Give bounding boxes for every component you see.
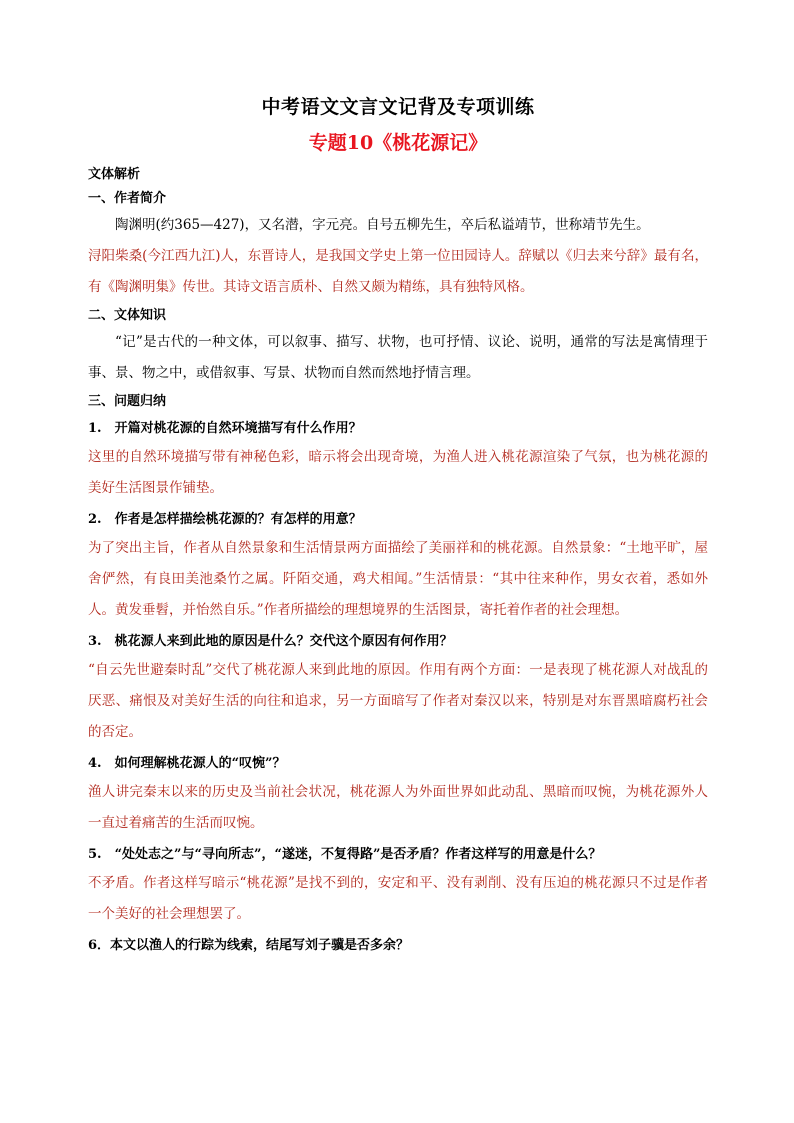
author-heading: 一、作者简介 xyxy=(88,191,167,206)
document-title: 中考语文文言文记背及专项训练 xyxy=(261,96,535,118)
answer-4: 渔人讲完秦末以来的历史及当前社会状况，桃花源人为外面世界如此动乱、黑暗而叹惋，为桃花源外人一直过着痛苦的生活而叹惋。 xyxy=(88,784,708,831)
question-1: 1. 开篇对桃花源的自然环境描写有什么作用？ xyxy=(88,421,362,436)
question-block-5 xyxy=(88,844,708,930)
question-4: 4. 如何理解桃花源人的“叹惋”？ xyxy=(88,756,286,771)
section-label: 文体解析 xyxy=(88,167,141,182)
genre-heading: 二、文体知识 xyxy=(88,308,167,323)
author-line-1: 陶渊明(约365—427)，又名潜，字元亮。自号五柳先生，卒后私谥靖节，世称靖节先生。 xyxy=(115,217,650,233)
genre-text: “记”是古代的一种文体，可以叙事、描写、状物，也可抒情、议论、说明，通常的写法是寓情理于事、景、物之中，或借叙事、写景、状物而自然而然地抒情言理。 xyxy=(88,334,708,381)
question-5: 5. “处处志之”与“寻向所志”，“遂迷，不复得路”是否矛盾？作者这样写的用意是什么？ xyxy=(88,847,602,862)
answer-3: “自云先世避秦时乱”交代了桃花源人来到此地的原因。作用有两个方面：一是表现了桃花源人对战乱的厌恶、痛恨及对美好生活的向往和追求，另一方面暗写了作者对秦汉以来，特别是对东晋黑暗腐朽社会的否定。 xyxy=(88,662,708,740)
question-2: 2. 作者是怎样描绘桃花源的？有怎样的用意？ xyxy=(88,512,362,527)
question-block-2 xyxy=(88,509,708,626)
question-6: 6．本文以渔人的行踪为线索，结尾写刘子骥是否多余？ xyxy=(88,938,410,953)
answer-5: 不矛盾。作者这样写暗示“桃花源”是找不到的，安定和平、没有剥削、没有压迫的桃花源只不过是作者一个美好的社会理想罢了。 xyxy=(88,875,708,922)
document-page xyxy=(88,94,708,959)
answer-1: 这里的自然环境描写带有神秘色彩，暗示将会出现奇境，为渔人进入桃花源渲染了气氛，也为桃花源的美好生活图景作铺垫。 xyxy=(88,449,708,496)
questions-heading: 三、问题归纳 xyxy=(88,394,167,409)
author-line-2: 浔阳柴桑(今江西九江)人，东晋诗人，是我国文学史上第一位田园诗人。辞赋以《归去来兮辞》最有名，有《陶渊明集》传世。其诗文语言质朴、自然又颇为精练，具有独特风格。 xyxy=(88,248,708,295)
question-block-4 xyxy=(88,753,708,839)
question-block-1 xyxy=(88,418,708,504)
question-block-6 xyxy=(88,935,708,957)
question-3: 3. 桃花源人来到此地的原因是什么？交代这个原因有何作用？ xyxy=(88,634,453,649)
answer-2: 为了突出主旨，作者从自然景象和生活情景两方面描绘了美丽祥和的桃花源。自然景象：“土地平旷，屋舍俨然，有良田美池桑竹之属。阡陌交通，鸡犬相闻。”生活情景：“其中往来种作，男女衣着，悉如外人。黄发垂髫，并怡然自乐。”作者所描绘的理想境界的生活图景，寄托着作者的社会理想。 xyxy=(88,540,708,618)
document-subtitle: 专题10《桃花源记》 xyxy=(308,132,488,154)
question-block-3 xyxy=(88,631,708,748)
